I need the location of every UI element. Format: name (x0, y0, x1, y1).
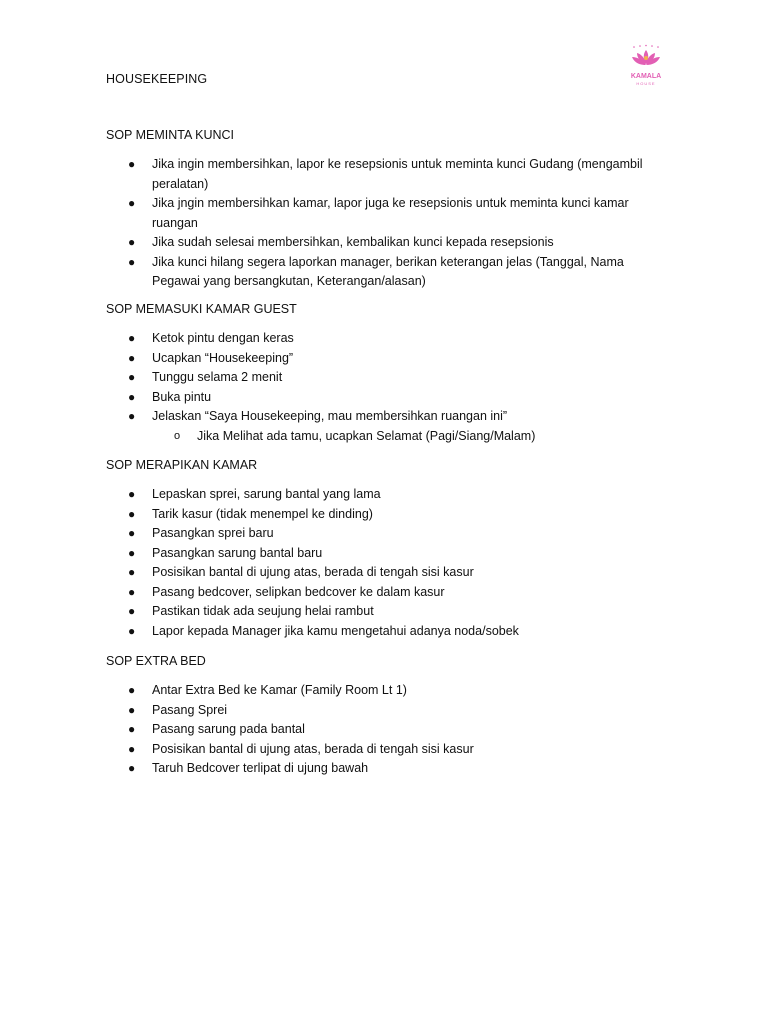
bullet-icon: ● (128, 683, 136, 697)
bullet-icon: ● (128, 370, 136, 384)
bullet-icon: ● (128, 409, 136, 423)
bullet-list (106, 155, 666, 292)
section-merapikan-kamar (106, 456, 666, 641)
bullet-icon: ● (128, 331, 136, 345)
list-item: ● Antar Extra Bed ke Kamar (Family Room Lt 1) (106, 681, 666, 701)
bullet-icon: ● (128, 389, 136, 404)
list-item: ● Pasang bedcover, selipkan bedcover ke dalam kasur (106, 583, 666, 603)
bullet-icon: ● (128, 604, 136, 618)
bullet-icon: ● (128, 545, 136, 560)
bullet-list (106, 485, 666, 641)
list-item: ● Tunggu selama 2 menit (106, 368, 666, 388)
bullet-icon: ● (128, 526, 136, 540)
bullet-icon: ● (128, 722, 136, 736)
list-item: ● Buka pintu (106, 388, 666, 408)
bullet-icon: ● (128, 196, 136, 210)
sub-list-item: o Jika Melihat ada tamu, ucapkan Selamat (Pagi/Siang/Malam) (106, 427, 666, 447)
bullet-icon: ● (128, 623, 136, 638)
bullet-icon: ● (128, 584, 136, 599)
bullet-icon: ● (128, 350, 136, 365)
section-memasuki-kamar-guest (106, 300, 666, 446)
list-item: ● Pasang sarung pada bantal (106, 720, 666, 740)
list-item: ● Ucapkan “Housekeeping” (106, 349, 666, 369)
section-heading: SOP MEMASUKI KAMAR GUEST (106, 302, 297, 316)
list-item: ● Jika kunci hilang segera laporkan manager, berikan keterangan jelas (Tanggal, Nama Pegawai yang bersangkutan, Keterangan/alasan) (128, 254, 624, 288)
list-item: ● Pasang Sprei (106, 701, 666, 721)
section-heading: SOP EXTRA BED (106, 654, 206, 668)
bullet-icon: ● (128, 761, 136, 775)
logo-subtext: HOUSE (636, 81, 656, 86)
section-extra-bed (106, 652, 666, 779)
list-item: ● Pastikan tidak ada seujung helai rambut (106, 602, 666, 622)
list-item: ● Posisikan bantal di ujung atas, berada di tengah sisi kasur (106, 740, 666, 760)
bullet-icon: ● (128, 235, 136, 249)
list-item: ● Ketok pintu dengan keras (106, 329, 666, 349)
hollow-bullet-icon: o (174, 429, 181, 442)
list-item: ● Pasangkan sarung bantal baru (106, 544, 666, 564)
bullet-list (106, 681, 666, 779)
list-item: ● Lapor kepada Manager jika kamu mengetahui adanya noda/sobek (106, 622, 666, 642)
section-heading: SOP MERAPIKAN KAMAR (106, 458, 258, 472)
list-item: ● Posisikan bantal di ujung atas, berada di tengah sisi kasur (106, 563, 666, 583)
list-item: ● Tarik kasur (tidak menempel ke dinding) (106, 505, 666, 525)
bullet-icon: ● (128, 741, 136, 756)
bullet-icon: ● (128, 565, 136, 579)
logo-text: KAMALA (630, 73, 662, 80)
document-title: HOUSEKEEPING (106, 72, 208, 86)
bullet-icon: ● (128, 157, 136, 171)
list-item: ● Taruh Bedcover terlipat di ujung bawah (106, 759, 666, 779)
list-item: ● Lepaskan sprei, sarung bantal yang lama (106, 485, 666, 505)
list-item: ● Jika ingin membersihkan, lapor ke resepsionis untuk meminta kunci Gudang (mengambil peralatan) (128, 157, 643, 191)
bullet-icon: ● (128, 254, 136, 269)
list-item: ● Jika sudah selesai membersihkan, kembalikan kunci kepada resepsionis (106, 233, 666, 253)
list-item: ● Jika jngin membersihkan kamar, lapor juga ke resepsionis untuk meminta kunci kamar ruangan (128, 196, 629, 230)
list-item: ● Jelaskan “Saya Housekeeping, mau membersihkan ruangan ini” (106, 407, 666, 427)
section-meminta-kunci (106, 126, 666, 292)
list-item: ● Pasangkan sprei baru (106, 524, 666, 544)
bullet-icon: ● (128, 487, 136, 501)
section-heading: SOP MEMINTA KUNCI (106, 128, 235, 142)
bullet-icon: ● (128, 702, 136, 717)
bullet-icon: ● (128, 506, 136, 521)
kamala-house-logo (626, 44, 666, 88)
bullet-list (106, 329, 666, 446)
